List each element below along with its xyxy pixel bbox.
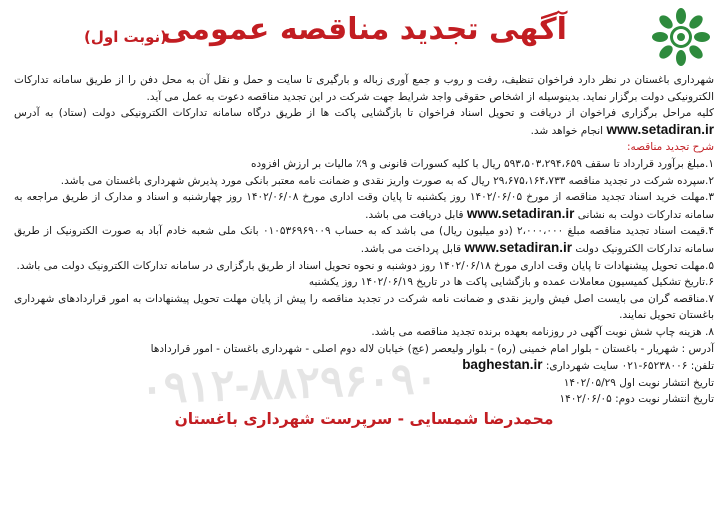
setadiran-link[interactable]: www.setadiran.ir bbox=[606, 121, 714, 137]
setadiran-link[interactable]: www.setadiran.ir bbox=[466, 205, 575, 221]
item-8: ۸. هزینه چاپ شش نوبت آگهی در روزنامه بعهده برنده تجدید مناقصه می باشد. bbox=[371, 325, 714, 338]
header bbox=[14, 6, 714, 72]
item-3: ۳.مهلت خرید اسناد تجدید مناقصه از مورخ ۱۴۰۲/۰۶/۰۵ روز یکشنبه تا پایان وقت اداری مورخ ۱۴۰۲/۰۶/۰۸ روز چهارشنبه و اسناد و مدارک از طریق مراجعه به سامانه تدارکات دولت به نشانی www.setadiran.ir قابل دریافت می باشد. bbox=[14, 191, 714, 221]
item-4: ۴.قیمت اسناد تجدید مناقصه مبلغ ۲،۰۰۰،۰۰۰ (دو میلیون ریال) می باشد که به حساب ۰۱۰۵۳۶۹۶۹۰۰۹ بانک ملی شعبه خادم آباد به صورت الکترونیک از طریق سامانه تدارکات الکترونیک دولت www.setadiran.ir قابل پرداخت می باشد. bbox=[14, 225, 714, 255]
phone-line: تلفن: ۶۵۲۳۸۰۰۶-۰۲۱ سایت شهرداری: baghestan.ir bbox=[462, 357, 714, 373]
signature: محمدرضا شمسایی - سرپرست شهرداری باغستان bbox=[174, 409, 554, 428]
municipality-site-link[interactable]: baghestan.ir bbox=[462, 357, 543, 373]
intro-paragraph: شهرداری باغستان در نظر دارد فراخوان تنظیف، رفت و روب و جمع آوری زباله و بارگیری تا سایت و حمل و نقل آن به محل دفن را از طریق سامانه تدارکات الکترونیکی دولت برگزار نماید. بدینوسیله از اشخاص حقوقی واجد شرایط جهت شرکت در این تجدید مناقصه دعوت به عمل می آید. bbox=[14, 74, 714, 103]
address: آدرس : شهریار - باغستان - بلوار امام خمینی (ره) - بلوار ولیعصر (عج) خیابان لاله دوم اصلی - شهرداری باغستان - امور قراردادها bbox=[150, 342, 714, 355]
turn-label: (نوبت اول) bbox=[84, 28, 167, 46]
intro-paragraph-2: کلیه مراحل برگزاری فراخوان از دریافت و تحویل اسناد فراخوان تا بازگشایی پاکت ها از طریق درگاه سامانه تدارکات الکترونیکی دولت (ستاد) به آدرس www.setadiran.ir انجام خواهد شد. bbox=[14, 107, 714, 137]
item-6: ۶.تاریخ تشکیل کمیسیون معاملات عمده و بازگشایی پاکت ها در تاریخ ۱۴۰۲/۰۶/۱۹ روز یکشنبه bbox=[308, 276, 714, 289]
publish-date-2: تاریخ انتشار نوبت دوم: ۱۴۰۲/۰۶/۰۵ bbox=[559, 393, 714, 406]
watermark: ۰۹۱۲-۸۸۲۹۶۰۹۰ bbox=[139, 353, 440, 414]
item-7: ۷.مناقصه گران می بایست اصل فیش واریز نقدی و ضمانت نامه شرکت در تجدید مناقصه را پیش از پایان مهلت تحویل پیشنهادات به امور قراردادهای شهرداری باغستان تحویل نمایند. bbox=[14, 292, 714, 322]
conditions-title: شرح تجدید مناقصه: bbox=[627, 141, 714, 154]
setadiran-link[interactable]: www.setadiran.ir bbox=[464, 239, 573, 255]
item-2: ۲.سپرده شرکت در تجدید مناقصه ۲۹،۶۷۵،۱۶۴،۷۳۳ ریال که به صورت واریز نقدی و ضمانت نامه معتبر بانکی مورد پذیرش شهرداری باغستان می باشد. bbox=[60, 174, 714, 187]
page-title: آگهی تجدید مناقصه عمومی bbox=[161, 12, 567, 47]
item-1: ۱.مبلغ برآورد قرارداد تا سقف ۵۹۳،۵۰۳،۲۹۴،۶۵۹ ریال با کلیه کسورات قانونی و ۹٪ مالیات بر ارزش افزوده bbox=[250, 157, 714, 170]
publish-date-1: تاریخ انتشار نوبت اول ۱۴۰۲/۰۵/۲۹ bbox=[563, 376, 714, 389]
item-5: ۵.مهلت تحویل پیشنهادات تا پایان وقت اداری مورخ ۱۴۰۲/۰۶/۱۸ روز دوشنبه و نحوه تحویل اسناد از طریق بارگزاری در سامانه تدارکات الکترونیک دولت می باشد. bbox=[16, 259, 714, 272]
